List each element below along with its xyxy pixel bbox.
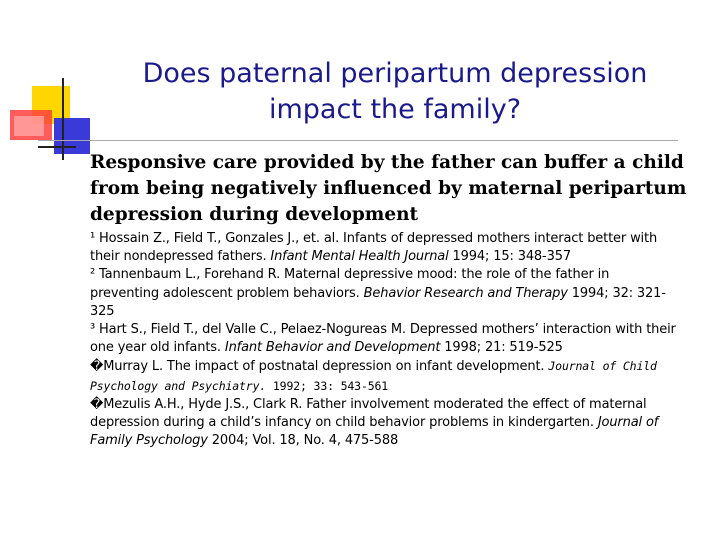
reference-marker: ²: [90, 267, 96, 283]
decor-blue-square: [54, 118, 90, 154]
reference-item: [90, 396, 680, 451]
main-statement: Responsive care provided by the father can buffer a child from being negatively influenced by maternal peripartum depression during development: [90, 152, 687, 225]
reference-journal: Infant Behavior and Development: [224, 340, 441, 356]
reference-citation: 1998; 21: 519-525: [440, 340, 563, 356]
reference-marker: �: [90, 359, 104, 375]
reference-item: [90, 266, 680, 321]
reference-journal: Behavior Research and Therapy: [363, 285, 568, 301]
reference-text: Tannenbaum L., Forehand R. Maternal depressive mood: the role of the father in preventing adolescent problem behaviors.: [90, 267, 610, 301]
reference-citation: 1994; 15: 348-357: [448, 249, 571, 265]
title-divider-line: [38, 140, 678, 141]
decor-pink-square: [14, 116, 44, 136]
reference-text: Hossain Z., Field T., Gonzales J., et. al. Infants of depressed mothers interact better with their nondepressed fathers.: [90, 231, 658, 265]
reference-item: [90, 357, 680, 395]
reference-list: [90, 230, 680, 450]
reference-text: Mezulis A.H., Hyde J.S., Clark R. Father involvement moderated the effect of maternal depression during a child’s infancy on child behavior problems in kindergarten.: [90, 396, 647, 431]
reference-citation: 2004; Vol. 18, No. 4, 475-588: [207, 433, 399, 449]
reference-marker: �: [90, 396, 104, 412]
reference-citation: 1992; 33: 543-561: [266, 378, 389, 393]
reference-marker: ³: [90, 322, 96, 338]
reference-text: Hart S., Field T., del Valle C., Pelaez-Nogureas M. Depressed mothers’ interaction with their one year old infants.: [90, 322, 676, 356]
reference-text: Murray L. The impact of postnatal depression on infant development.: [103, 359, 549, 375]
slide-title-line2: impact the family?: [268, 94, 522, 125]
reference-journal: Infant Mental Health Journal: [270, 249, 449, 265]
reference-citation: 1994; 32: 321-325: [90, 285, 666, 319]
slide-title-line1: Does paternal peripartum depression: [142, 58, 648, 89]
reference-item: [90, 230, 680, 266]
reference-journal: Journal of Family Psychology: [90, 415, 659, 449]
decor-horizontal-line: [38, 146, 76, 148]
slide-title: [95, 56, 695, 128]
reference-journal: Journal of Child Psychology and Psychiatry.: [90, 359, 657, 393]
reference-marker: ¹: [90, 231, 96, 246]
reference-item: [90, 321, 680, 357]
